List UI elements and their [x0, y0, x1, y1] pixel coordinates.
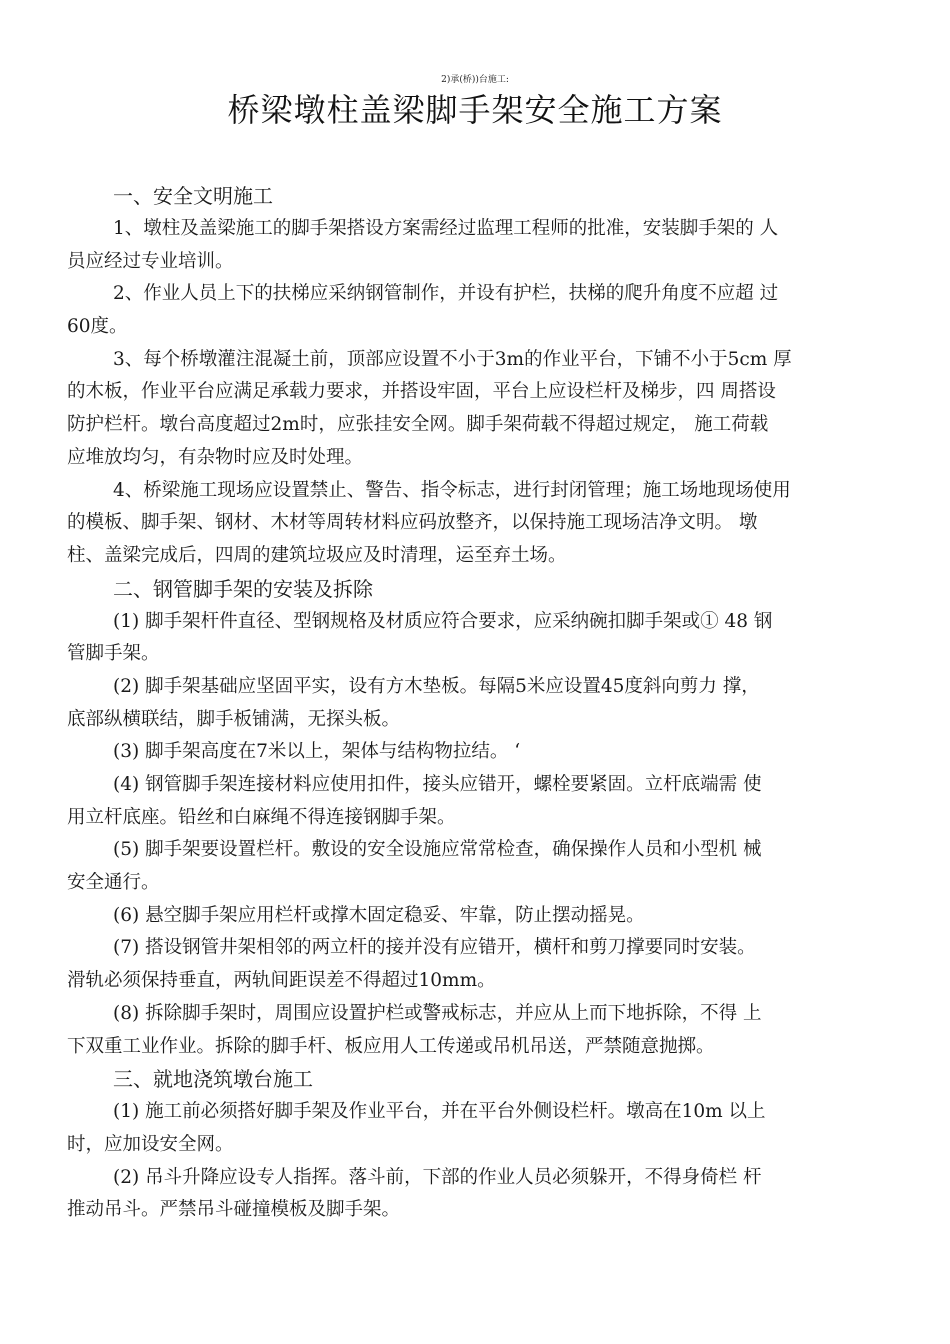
paragraph-continuation-line: 柱、盖梁完成后，四周的建筑垃圾应及时清理，运至弃土场。 — [67, 544, 567, 566]
paragraph-first-line: (2) 脚手架基础应坚固平实，设有方木垫板。每隔5米应设置45度斜向剪力 撑， — [113, 675, 760, 697]
paragraph-first-line: 4、桥梁施工现场应设置禁止、警告、指令标志，进行封闭管理；施工场地现场使用 — [113, 479, 791, 501]
paragraph-first-line: (1) 脚手架杆件直径、型钢规格及材质应符合要求，应采纳碗扣脚手架或① 48 钢 — [113, 610, 773, 632]
paragraph-first-line: 3、每个桥墩灌注混凝土前，顶部应设置不小于3m的作业平台，下铺不小于5cm 厚 — [113, 348, 792, 370]
paragraph-continuation-line: 员应经过专业培训。 — [67, 250, 234, 272]
paragraph-continuation-line: 的木板，作业平台应满足承载力要求，并搭设牢固，平台上应设栏杆及梯步，四 周搭设 — [67, 381, 776, 403]
paragraph-first-line: (4) 钢管脚手架连接材料应使用扣件，接头应错开，螺栓要紧固。立杆底端需 使 — [113, 774, 762, 795]
document-body — [67, 180, 897, 1227]
paragraph-first-line: (7) 搭设钢管井架相邻的两立杆的接并没有应错开，横杆和剪刀撑要同时安装。 — [113, 937, 756, 959]
paragraph-continuation-line: 用立杆底座。铅丝和白麻绳不得连接钢脚手架。 — [67, 806, 456, 828]
paragraph-continuation-line: 时，应加设安全网。 — [67, 1133, 234, 1155]
paragraph-first-line: 1、墩柱及盖梁施工的脚手架搭设方案需经过监理工程师的批准，安装脚手架的 人 — [113, 218, 779, 239]
paragraph-continuation-line: 推动吊斗。严禁吊斗碰撞模板及脚手架。 — [67, 1199, 401, 1221]
paragraph-continuation-line: 的模板、脚手架、钢材、木材等周转材料应码放整齐，以保持施工现场洁净文明。 墩 — [67, 512, 758, 534]
paragraph-continuation-line: 60度。 — [67, 316, 128, 338]
paragraph-continuation-line: 应堆放均匀，有杂物时应及时处理。 — [67, 446, 364, 468]
paragraph-first-line: (2) 吊斗升降应设专人指挥。落斗前，下部的作业人员必须躲开，不得身倚栏 杆 — [113, 1166, 762, 1188]
section-heading: 三、就地浇筑墩台施工 — [113, 1067, 313, 1092]
paragraph-continuation-line: 管脚手架。 — [67, 643, 160, 665]
document-title: 桥梁墩柱盖梁脚手架安全施工方案 — [227, 91, 723, 129]
paragraph-first-line: 2、作业人员上下的扶梯应采纳钢管制作，并设有护栏，扶梯的爬升角度不应超 过 — [113, 283, 779, 305]
paragraph-continuation-line: 安全通行。 — [67, 872, 160, 894]
paragraph-first-line: (6) 悬空脚手架应用栏杆或撑木固定稳妥、牢靠，防止摆动摇晃。 — [113, 904, 645, 926]
paragraph-continuation-line: 下双重工业作业。拆除的脚手杆、板应用人工传递或吊机吊送，严禁随意抛掷。 — [67, 1035, 715, 1057]
paragraph-first-line: (5) 脚手架要设置栏杆。敷设的安全设施应常常检查，确保操作人员和小型机 械 — [113, 839, 762, 861]
paragraph-first-line: (3) 脚手架高度在7米以上，架体与结构物拉结。 ‘ — [113, 741, 521, 763]
paragraph-first-line: (1) 施工前必须搭好脚手架及作业平台，并在平台外侧设栏杆。墩高在10m 以上 — [113, 1101, 766, 1123]
header-note: 2)承(桥))台施工: — [441, 75, 509, 85]
paragraph-first-line: (8) 拆除脚手架时，周围应设置护栏或警戒标志，并应从上而下地拆除，不得 上 — [113, 1002, 762, 1024]
paragraph-continuation-line: 滑轨必须保持垂直，两轨间距误差不得超过10mm。 — [67, 970, 496, 992]
paragraph-continuation-line: 防护栏杆。墩台高度超过2m时，应张挂安全网。脚手架荷载不得超过规定， 施工荷载 — [67, 414, 769, 436]
paragraph-continuation-line: 底部纵横联结，脚手板铺满，无探头板。 — [67, 708, 401, 730]
section-heading: 二、钢管脚手架的安装及拆除 — [113, 576, 373, 601]
section-heading: 一、安全文明施工 — [113, 184, 273, 208]
